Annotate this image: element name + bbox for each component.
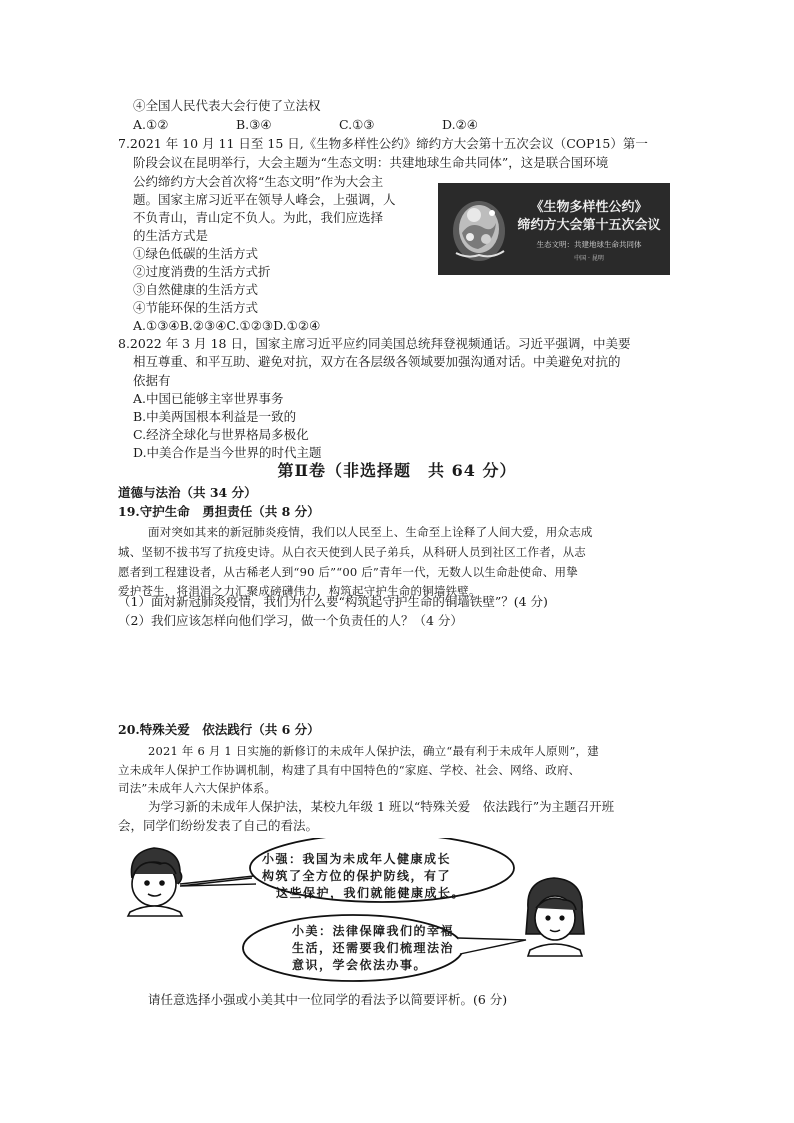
cop15-title-1: 《生物多样性公约》 bbox=[530, 200, 648, 215]
q7-item-4: ④节能环保的生活方式 bbox=[133, 300, 259, 315]
q19-sub-1: （1）面对新冠肺炎疫情，我们为什么要“构筑起守护生命的铜墙铁壁”？(4 分) bbox=[118, 594, 548, 609]
boy-xiaoqiang-icon bbox=[128, 848, 182, 916]
q8-option-d: D.中美合作是当今世界的时代主题 bbox=[133, 445, 322, 460]
xiaomei-line-1: 小美：法律保障我们的幸福 bbox=[292, 924, 455, 938]
cop15-title-2: 缔约方大会第十五次会议 bbox=[517, 218, 661, 233]
cop15-place: 中国 · 昆明 bbox=[574, 255, 604, 262]
xiaoqiang-line-2: 构筑了全方位的保护防线，有了 bbox=[262, 869, 452, 883]
cop15-emblem-icon bbox=[448, 193, 510, 265]
q19-heading: 19.守护生命 勇担责任（共 8 分） bbox=[118, 504, 320, 519]
subject-heading: 道德与法治（共 34 分） bbox=[118, 485, 257, 500]
q7-line-6: 的生活方式是 bbox=[133, 228, 209, 243]
q19-material-line-3: 愿者到工程建设者，从古稀老人到“90 后”“00 后”青年一代，无数人以生命赴使命、用挚 bbox=[118, 565, 578, 579]
q7-line-4: 题。国家主席习近平在领导人峰会，上强调，人 bbox=[133, 192, 396, 207]
q7-line-5: 不负青山，青山定不负人。为此，我们应选择 bbox=[133, 210, 384, 225]
q20-material-line-3: 司法”未成年人六大保护体系。 bbox=[118, 781, 277, 795]
xiaoqiang-line-3: 这些保护，我们就能健康成长。 bbox=[276, 886, 466, 900]
q8-line-1: 8.2022 年 3 月 18 日，国家主席习近平应约同美国总统拜登视频通话。习近平强调，中美要 bbox=[118, 336, 631, 351]
q7-line-3: 公约缔约方大会首次将“生态文明”作为大会主 bbox=[133, 174, 384, 189]
q7-item-2: ②过度消费的生活方式折 bbox=[133, 264, 271, 279]
q20-question: 请任意选择小强或小美其中一位同学的看法予以简要评析。(6 分) bbox=[148, 992, 508, 1007]
q19-material-line-2: 城、坚韧不拔书写了抗疫史诗。从白衣天使到人民子弟兵，从科研人员到社区工作者，从志 bbox=[118, 545, 586, 559]
q19-material-line-4: 爱护苍生，将涓涓之力汇聚成磅礴伟力，构筑起守护生命的铜墙铁壁。 bbox=[118, 584, 481, 598]
q6-option-a: A.①② bbox=[133, 117, 169, 132]
q7-line-1: 7.2021 年 10 月 11 日至 15 日,《生物多样性公约》缔约方大会第十五次会议（COP15）第一 bbox=[118, 136, 648, 151]
q6-options bbox=[133, 116, 478, 134]
q19-sub-2: （2）我们应该怎样向他们学习，做一个负责任的人？（4 分） bbox=[118, 613, 463, 628]
xiaomei-line-3: 意识，学会依法办事。 bbox=[292, 958, 428, 972]
q8-option-a: A.中国已能够主宰世界事务 bbox=[133, 391, 284, 406]
q7-item-3: ③自然健康的生活方式 bbox=[133, 282, 259, 297]
q7-options: A.①③④B.②③④C.①②③D.①②④ bbox=[133, 318, 321, 333]
q20-intro-line-1: 为学习新的未成年人保护法，某校九年级 1 班以“特殊关爱 依法践行”为主题召开班 bbox=[148, 799, 615, 814]
q7-line-2: 阶段会议在昆明举行，大会主题为“生态文明：共建地球生命共同体”，这是联合国环境 bbox=[133, 155, 609, 170]
q20-intro-line-2: 会，同学们纷纷发表了自己的看法。 bbox=[118, 818, 319, 833]
xiaomei-line-2: 生活，还需要我们梳理法治 bbox=[292, 941, 455, 955]
q19-material-line-1: 面对突如其来的新冠肺炎疫情，我们以人民至上、生命至上诠释了人间大爱，用众志成 bbox=[148, 525, 593, 539]
section-title: 第Ⅱ卷（非选择题 共 64 分） bbox=[277, 461, 517, 480]
q20-heading: 20.特殊关爱 依法践行（共 6 分） bbox=[118, 722, 320, 737]
q6-option-d: D.②④ bbox=[442, 117, 478, 132]
cop15-poster-image bbox=[438, 183, 670, 275]
q6-option-b: B.③④ bbox=[236, 117, 272, 132]
q20-material-line-2: 立未成年人保护工作协调机制，构建了具有中国特色的“家庭、学校、社会、网络、政府、 bbox=[118, 763, 581, 777]
cop15-subtitle: 生态文明：共建地球生命共同体 bbox=[536, 240, 642, 249]
xiaoqiang-line-1: 小强：我国为未成年人健康成长 bbox=[262, 852, 452, 866]
q6-item-4: ④全国人民代表大会行使了立法权 bbox=[133, 98, 321, 113]
q8-line-2: 相互尊重、和平互助、避免对抗，双方在各层级各领域要加强沟通对话。中美避免对抗的 bbox=[133, 354, 621, 369]
q6-option-c: C.①③ bbox=[339, 117, 375, 132]
q8-option-c: C.经济全球化与世界格局多极化 bbox=[133, 427, 309, 442]
q20-material-line-1: 2021 年 6 月 1 日实施的新修订的未成年人保护法，确立“最有利于未成年人原则”，建 bbox=[148, 744, 599, 758]
q7-item-1: ①绿色低碳的生活方式 bbox=[133, 246, 259, 261]
q8-line-3: 依据有 bbox=[133, 373, 171, 388]
girl-xiaomei-icon bbox=[526, 878, 584, 956]
q8-option-b: B.中美两国根本利益是一致的 bbox=[133, 409, 297, 424]
